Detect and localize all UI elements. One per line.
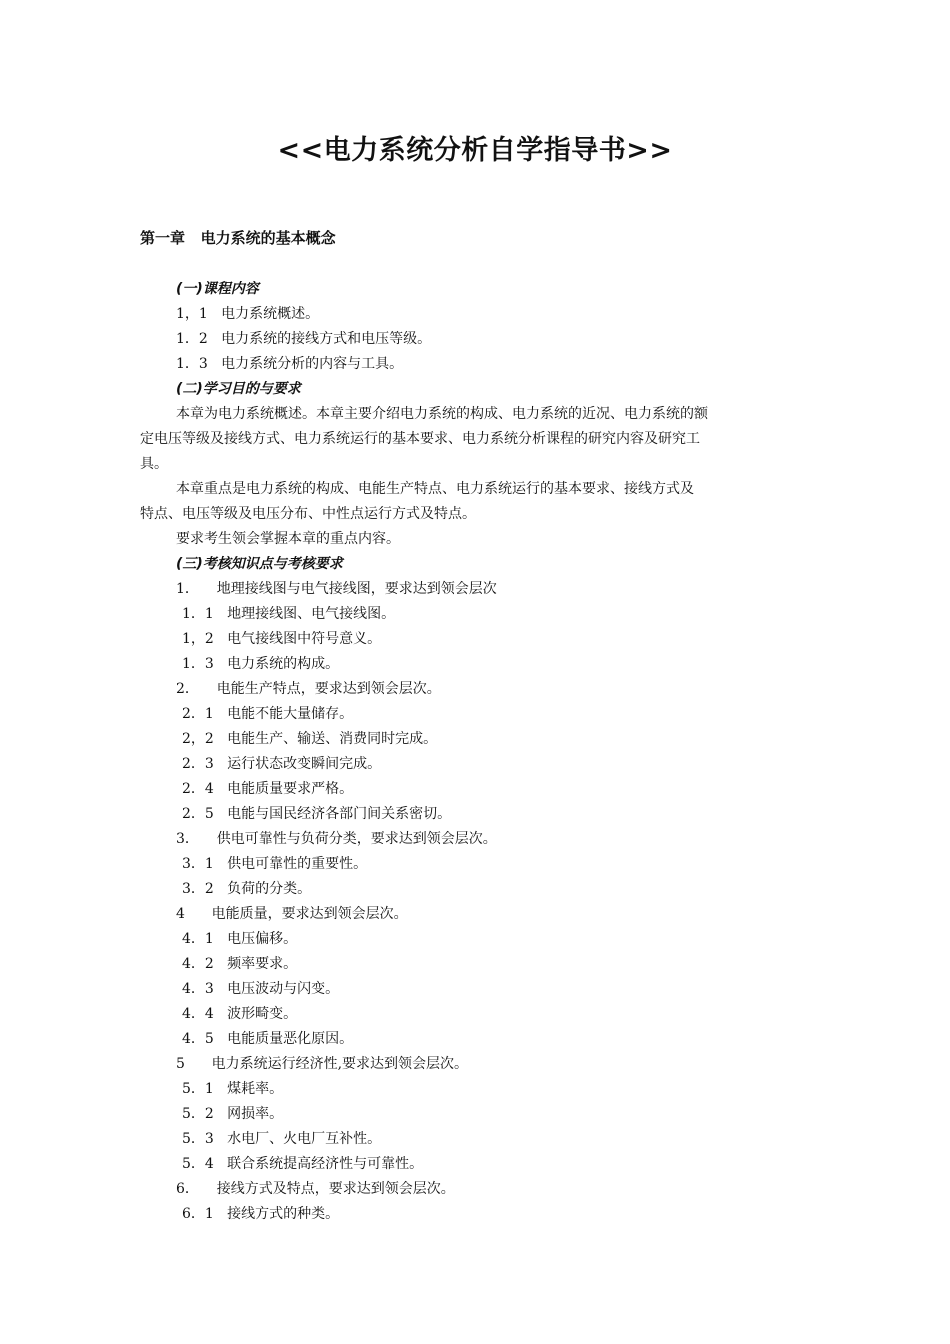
section-heading: (二)学习目的与要求 bbox=[176, 381, 301, 397]
knowledge-subpoint: 2．3 运行状态改变瞬间完成。 bbox=[182, 756, 382, 772]
section-heading: (一)课程内容 bbox=[176, 281, 259, 297]
knowledge-subpoint: 2，2 电能生产、输送、消费同时完成。 bbox=[182, 731, 438, 747]
document-body bbox=[140, 277, 820, 1227]
knowledge-point: 6． 接线方式及特点，要求达到领会层次。 bbox=[176, 1181, 455, 1197]
content-item: 1．2 电力系统的接线方式和电压等级。 bbox=[176, 331, 432, 347]
paragraph-line: 定电压等级及接线方式、电力系统运行的基本要求、电力系统分析课程的研究内容及研究工 bbox=[140, 431, 700, 447]
paragraph-line: 要求考生领会掌握本章的重点内容。 bbox=[176, 531, 400, 547]
knowledge-subpoint: 1．1 地理接线图、电气接线图。 bbox=[182, 606, 396, 622]
knowledge-subpoint: 3．2 负荷的分类。 bbox=[182, 881, 312, 897]
knowledge-subpoint: 5．2 网损率。 bbox=[182, 1106, 284, 1122]
knowledge-point: 1． 地理接线图与电气接线图，要求达到领会层次 bbox=[176, 581, 497, 597]
paragraph-line: 本章为电力系统概述。本章主要介绍电力系统的构成、电力系统的近况、电力系统的额 bbox=[176, 406, 708, 422]
knowledge-subpoint: 5．3 水电厂、火电厂互补性。 bbox=[182, 1131, 382, 1147]
knowledge-point: 2． 电能生产特点，要求达到领会层次。 bbox=[176, 681, 441, 697]
knowledge-subpoint: 5．1 煤耗率。 bbox=[182, 1081, 284, 1097]
knowledge-subpoint: 4．3 电压波动与闪变。 bbox=[182, 981, 340, 997]
knowledge-subpoint: 4．4 波形畸变。 bbox=[182, 1006, 298, 1022]
knowledge-subpoint: 6．1 接线方式的种类。 bbox=[182, 1206, 340, 1222]
knowledge-subpoint: 4．2 频率要求。 bbox=[182, 956, 298, 972]
knowledge-subpoint: 1，2 电气接线图中符号意义。 bbox=[182, 631, 382, 647]
knowledge-subpoint: 4．1 电压偏移。 bbox=[182, 931, 298, 947]
knowledge-point: 5 电力系统运行经济性,要求达到领会层次。 bbox=[176, 1056, 469, 1072]
chapter-heading: 第一章 电力系统的基本概念 bbox=[140, 229, 336, 247]
knowledge-subpoint: 2．4 电能质量要求严格。 bbox=[182, 781, 354, 797]
knowledge-subpoint: 3．1 供电可靠性的重要性。 bbox=[182, 856, 368, 872]
knowledge-point: 3． 供电可靠性与负荷分类，要求达到领会层次。 bbox=[176, 831, 497, 847]
paragraph-line: 本章重点是电力系统的构成、电能生产特点、电力系统运行的基本要求、接线方式及 bbox=[176, 481, 694, 497]
knowledge-subpoint: 2．5 电能与国民经济各部门间关系密切。 bbox=[182, 806, 452, 822]
content-item: 1，1 电力系统概述。 bbox=[176, 306, 320, 322]
knowledge-subpoint: 5．4 联合系统提高经济性与可靠性。 bbox=[182, 1156, 424, 1172]
knowledge-subpoint: 4．5 电能质量恶化原因。 bbox=[182, 1031, 354, 1047]
knowledge-subpoint: 2．1 电能不能大量储存。 bbox=[182, 706, 354, 722]
paragraph-line: 特点、电压等级及电压分布、中性点运行方式及特点。 bbox=[140, 506, 476, 522]
document-title: <<电力系统分析自学指导书>> bbox=[277, 135, 673, 166]
knowledge-point: 4 电能质量，要求达到领会层次。 bbox=[176, 906, 408, 922]
paragraph-line: 具。 bbox=[140, 456, 168, 472]
section-heading: (三)考核知识点与考核要求 bbox=[176, 556, 343, 572]
knowledge-subpoint: 1．3 电力系统的构成。 bbox=[182, 656, 340, 672]
content-item: 1．3 电力系统分析的内容与工具。 bbox=[176, 356, 404, 372]
